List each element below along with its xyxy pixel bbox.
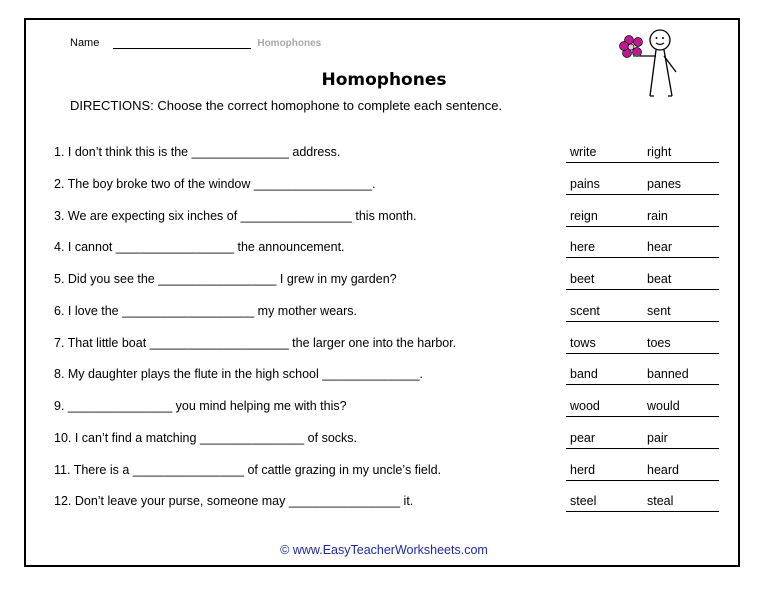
answer-option-a[interactable]: here xyxy=(570,240,596,254)
answer-option-b[interactable]: right xyxy=(647,145,672,159)
answer-underline xyxy=(566,194,719,195)
question-text: 11. There is a ________________ of cattle grazing in my uncle’s field. xyxy=(54,463,442,477)
question-text: 5. Did you see the _________________ I grew in my garden? xyxy=(54,272,397,286)
answer-underline xyxy=(566,353,719,354)
answer-underline xyxy=(566,226,719,227)
answer-option-a[interactable]: steel xyxy=(570,494,597,508)
name-label: Name xyxy=(70,37,100,49)
girl-with-flower-icon xyxy=(612,26,690,104)
question-text: 9. _______________ you mind helping me with this? xyxy=(54,399,347,413)
answer-underline xyxy=(566,448,719,449)
answer-option-b[interactable]: pair xyxy=(647,431,668,445)
brand-tag: Homophones xyxy=(257,38,322,49)
answer-underline xyxy=(566,321,719,322)
question-text: 2. The boy broke two of the window _________________. xyxy=(54,177,376,191)
question-text: 3. We are expecting six inches of ________________ this month. xyxy=(54,209,417,223)
name-row xyxy=(70,36,321,49)
question-text: 7. That little boat ____________________ the larger one into the harbor. xyxy=(54,336,457,350)
question-text: 10. I can’t find a matching _______________ of socks. xyxy=(54,431,357,445)
question-text: 4. I cannot _________________ the announcement. xyxy=(54,240,345,254)
answer-underline xyxy=(566,257,719,258)
answer-underline xyxy=(566,289,719,290)
answer-option-a[interactable]: reign xyxy=(570,209,598,223)
answer-option-b[interactable]: sent xyxy=(647,304,671,318)
page-title: Homophones xyxy=(321,70,447,90)
answer-option-b[interactable]: steal xyxy=(647,494,674,508)
directions-text: DIRECTIONS: Choose the correct homophone to complete each sentence. xyxy=(70,98,503,113)
answer-option-b[interactable]: banned xyxy=(647,367,689,381)
answer-option-b[interactable]: hear xyxy=(647,240,673,254)
question-text: 12. Don’t leave your purse, someone may ________________ it. xyxy=(54,494,414,508)
answer-option-a[interactable]: band xyxy=(570,367,598,381)
footer-copyright[interactable]: © www.EasyTeacherWorksheets.com xyxy=(280,543,488,557)
answer-option-a[interactable]: herd xyxy=(570,463,596,477)
answer-option-a[interactable]: write xyxy=(570,145,597,159)
name-field-line[interactable] xyxy=(113,36,251,49)
answer-option-a[interactable]: scent xyxy=(570,304,600,318)
answer-option-a[interactable]: tows xyxy=(570,336,596,350)
answer-underline xyxy=(566,416,719,417)
answer-option-a[interactable]: pear xyxy=(570,431,596,445)
answer-option-b[interactable]: rain xyxy=(647,209,668,223)
answer-option-a[interactable]: beet xyxy=(570,272,595,286)
answer-option-b[interactable]: toes xyxy=(647,336,671,350)
answer-option-a[interactable]: wood xyxy=(570,399,600,413)
answer-option-b[interactable]: heard xyxy=(647,463,679,477)
answer-option-b[interactable]: beat xyxy=(647,272,672,286)
answer-underline xyxy=(566,511,719,512)
answer-underline xyxy=(566,480,719,481)
answer-underline xyxy=(566,384,719,385)
answer-option-a[interactable]: pains xyxy=(570,177,600,191)
question-text: 8. My daughter plays the flute in the high school ______________. xyxy=(54,367,424,381)
question-text: 1. I don’t think this is the ______________ address. xyxy=(54,145,341,159)
answer-option-b[interactable]: panes xyxy=(647,177,682,191)
answer-option-b[interactable]: would xyxy=(647,399,680,413)
answer-underline xyxy=(566,162,719,163)
question-text: 6. I love the ___________________ my mother wears. xyxy=(54,304,357,318)
